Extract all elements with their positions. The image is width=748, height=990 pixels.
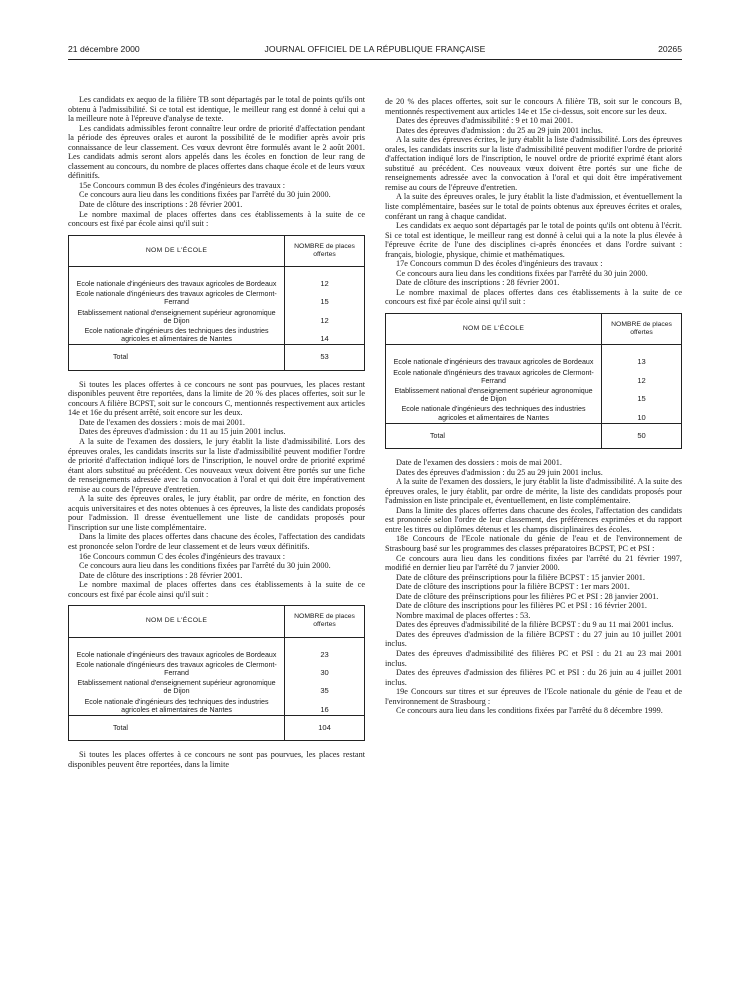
places-value: 10 (637, 412, 646, 422)
total-label: Total (69, 716, 285, 741)
paragraph: Ce concours aura lieu dans les conditions fixées par l'arrêté du 30 juin 2000. (396, 268, 648, 278)
table-row (69, 650, 365, 660)
total-value: 104 (285, 716, 365, 741)
header-title: JOURNAL OFFICIEL DE LA RÉPUBLIQUE FRANÇAISE (264, 44, 486, 54)
paragraph: Dates des épreuves d'admissibilité des filières PC et PSI : du 21 au 23 mai 2001 inclus. (385, 649, 682, 668)
column-header-number: NOMBRE de places offertes (285, 606, 365, 637)
paragraph: Si toutes les places offertes à ce concours ne sont pas pourvues, les places restant disponibles peuvent être reportées, dans la limite (68, 750, 365, 769)
paragraph: A la suite des épreuves orales, le jury établit la liste d'admission, et éventuellement la liste complémentaire, basées sur le total de points obtenus aux épreuves écrites et orales, conférant un rang à chaque candidat. (385, 192, 682, 221)
paragraph: A la suite de l'examen des dossiers, le jury établit la liste d'admissibilité. Lors des épreuves orales, les candidats inscrits sur la liste d'admissibilité peuvent modifier l'ordre de priorité d'affectation indiqué lors de l'inscription, le nouvel ordre de priorité exprimé étant alors substitué au précédent. Ces nouveaux vœux doivent être portés sur une fiche de renseignements adressée avec la convocation à l'oral et qui doit être impérativement remise au cours de l'épreuve d'entretien. (68, 436, 365, 494)
school-name: Ecole nationale d'ingénieurs des techniques des industries agricoles et alimentaires de Nantes (69, 697, 285, 716)
paragraph: Les candidats admissibles feront connaître leur ordre de priorité d'affectation pendant la période des épreuves orales et auront la possibilité de le modifier après avoir pris connaissance de leur classement. Ces vœux devront être formulés avant le 2 août 2001. Les candidats admis seront alors appelés dans les écoles en fonction de leur rang de classement au concours, du nombre de places offertes dans chaque école et de leurs vœux définitifs. (68, 123, 365, 181)
paragraph: Date de clôture des inscriptions pour la filière BCPST : 1er mars 2001. (396, 582, 630, 592)
places-table-c (68, 605, 365, 741)
paragraph: Les candidats ex aequo sont départagés par le total de points qu'ils ont obtenu à l'écrit. Si ce total est identique, le meilleur rang est donné à celui qui a la note la plus élevée à l'épreuve écrite de l'une des disciplines ci-après énoncées et dans l'ordre suivant : français, biologie, physique, chimie et mathématiques. (385, 221, 682, 259)
page-header (68, 44, 682, 58)
paragraph: A la suite des épreuves écrites, le jury établit la liste d'admissibilité. Lors des épreuves orales, les candidats inscrits sur la liste d'admissibilité peuvent modifier l'ordre de priorité d'affectation indiqué lors de l'inscription, le nouvel ordre de priorité exprimé étant alors substitué au précédent. Ces nouveaux vœux doivent être portés sur une fiche de renseignements adressée avec la convocation à l'oral et qui doit être impérativement remise au cours de l'épreuve d'entretien. (385, 135, 682, 192)
paragraph: Le nombre maximal de places offertes dans ces établissements à la suite de ce concours est fixé par école ainsi qu'il suit : (385, 287, 682, 307)
total-row (69, 345, 365, 370)
table-row (386, 357, 682, 367)
school-name: Etablissement national d'enseignement supérieur agronomique de Dijon (69, 308, 285, 326)
paragraph: A la suite de l'examen des dossiers, le jury établit la liste d'admissibilité. A la suite des épreuves orales, le jury établit, par ordre de mérite, la liste des candidats proposés pour l'admission en liste principale et, éventuellement, en liste complémentaire. (385, 477, 682, 506)
table-row (69, 308, 365, 326)
school-name: Ecole nationale d'ingénieurs des travaux agricoles de Clermont-Ferrand (386, 368, 602, 386)
places-value: 15 (637, 394, 646, 404)
table-row (386, 386, 682, 404)
paragraph: de 20 % des places offertes, soit sur le concours A filière TB, soit sur le concours B, mentionnés respectivement aux articles 14e et 15e ci-dessus, soit encore sur les deux. (385, 97, 682, 116)
places-value: 14 (320, 334, 329, 344)
paragraph: Date de clôture des inscriptions : 28 février 2001. (396, 278, 560, 288)
places-table-d (385, 313, 682, 449)
places-value: 13 (637, 357, 646, 367)
places-value: 23 (320, 649, 329, 659)
column-header-name: NOM DE L'ÉCOLE (386, 314, 602, 345)
column-header-name: NOM DE L'ÉCOLE (69, 235, 285, 266)
paragraph: Les candidats ex aequo de la filière TB sont départagés par le total de points qu'ils ont obtenu à l'admissibilité. Si ce total est identique, le meilleur rang est donné à celui qui a la meilleure note à l'épreuve d'analyse de texte. (68, 95, 365, 124)
section-heading: 15e Concours commun B des écoles d'ingénieurs des travaux : (79, 180, 286, 190)
school-name: Ecole nationale d'ingénieurs des travaux agricoles de Clermont-Ferrand (69, 660, 285, 678)
school-name: Ecole nationale d'ingénieurs des travaux agricoles de Bordeaux (69, 650, 285, 660)
total-value: 53 (285, 345, 365, 370)
table-row (69, 289, 365, 307)
total-value: 50 (602, 423, 682, 448)
paragraph: Le nombre maximal de places offertes dans ces établissements à la suite de ce concours est fixé par école ainsi qu'il suit : (68, 580, 365, 599)
places-table-b (68, 235, 365, 371)
paragraph: Dates des épreuves d'admissibilité : 9 et 10 mai 2001. (396, 116, 573, 126)
places-value: 12 (637, 375, 646, 385)
school-name: Ecole nationale d'ingénieurs des techniques des industries agricoles et alimentaires de Nantes (386, 404, 602, 423)
school-name: Ecole nationale d'ingénieurs des travaux agricoles de Clermont-Ferrand (69, 289, 285, 307)
right-column (385, 97, 682, 716)
school-name: Etablissement national d'enseignement supérieur agronomique de Dijon (386, 386, 602, 404)
school-name: Ecole nationale d'ingénieurs des travaux agricoles de Bordeaux (386, 357, 602, 367)
header-date: 21 décembre 2000 (68, 44, 140, 54)
column-header-number: NOMBRE de places offertes (285, 235, 365, 266)
paragraph: Le nombre maximal de places offertes dans ces établissements à la suite de ce concours est fixé par école ainsi qu'il suit : (68, 209, 365, 229)
school-name: Ecole nationale d'ingénieurs des travaux agricoles de Bordeaux (69, 279, 285, 289)
table-row (69, 279, 365, 289)
paragraph: Dates des épreuves d'admission des filières PC et PSI : du 26 juin au 4 juillet 2001 inclus. (385, 668, 682, 687)
paragraph: Date de l'examen des dossiers : mois de mai 2001. (396, 458, 562, 468)
total-label: Total (386, 423, 602, 448)
paragraph: Date de clôture des inscriptions pour les filières PC et PSI : 16 février 2001. (396, 601, 647, 611)
table-row (69, 678, 365, 696)
school-name: Ecole nationale d'ingénieurs des techniques des industries agricoles et alimentaires de Nantes (69, 326, 285, 345)
header-page-number: 20265 (658, 44, 682, 54)
column-header-number: NOMBRE de places offertes (602, 314, 682, 345)
places-value: 30 (320, 668, 329, 678)
paragraph: Si toutes les places offertes à ce concours ne sont pas pourvues, les places restant disponibles peuvent être reportées, dans la limite de 20 % des places offertes, soit sur le concours A filière BCPST, soit sur le concours C, mentionnés respectivement aux articles 14e et 16e du présent arrêté, soit encore sur les deux. (68, 379, 365, 418)
total-row (386, 423, 682, 448)
paragraph: A la suite des épreuves orales, le jury établit, par ordre de mérite, en fonction des acquis universitaires et des notes obtenues à ces épreuves, la liste des candidats proposés pour l'admission. Il dresse éventuellement une liste de candidats proposés pour l'inscription sur une liste complémentaire. (68, 494, 365, 532)
paragraph: Ce concours aura lieu dans les conditions fixées par l'arrêté du 21 février 1997, modifié en dernier lieu par l'arrêté du 7 janvier 2000. (385, 553, 682, 573)
paragraph: Dates des épreuves d'admissibilité de la filière BCPST : du 9 au 11 mai 2001 inclus. (396, 620, 674, 630)
total-label: Total (69, 345, 285, 370)
places-value: 35 (320, 686, 329, 696)
paragraph: Date de clôture des préinscriptions pour les filières PC et PSI : 28 janvier 2001. (396, 591, 659, 601)
total-row (69, 716, 365, 741)
table-row (69, 326, 365, 345)
paragraph: Date de clôture des préinscriptions pour la filière BCPST : 15 janvier 2001. (396, 572, 645, 582)
table-row (386, 404, 682, 423)
paragraph: Date de l'examen des dossiers : mois de mai 2001. (79, 417, 245, 427)
table-row (386, 368, 682, 386)
paragraph: Dates des épreuves d'admission : du 25 au 29 juin 2001 inclus. (396, 125, 603, 135)
paragraph: Dates des épreuves d'admission : du 11 au 15 juin 2001 inclus. (79, 427, 286, 437)
paragraph: Ce concours aura lieu dans les conditions fixées par l'arrêté du 30 juin 2000. (79, 190, 331, 200)
places-value: 15 (320, 297, 329, 307)
section-heading: 16e Concours commun C des écoles d'ingénieurs des travaux : (79, 551, 286, 561)
section-heading: 17e Concours commun D des écoles d'ingénieurs des travaux : (396, 259, 603, 269)
paragraph: Ce concours aura lieu dans les conditions fixées par l'arrêté du 30 juin 2000. (79, 561, 331, 571)
table-row (69, 660, 365, 678)
table-row (69, 697, 365, 716)
section-heading: 18e Concours de l'Ecole nationale du génie de l'eau et de l'environnement de Strasbourg basé sur les programmes des classes préparatoires BCPST, PC et PSI : (385, 534, 682, 553)
paragraph: Dans la limite des places offertes dans chacune des écoles, l'affectation des candidats est prononcée selon l'ordre de leur classement, des préférences exprimées et du rapport entre les titres ou diplômes détenus et les champs disciplinaires des écoles. (385, 505, 682, 534)
section-heading: 19e Concours sur titres et sur épreuves de l'Ecole nationale du génie de l'eau et de l'environnement de Strasbourg : (385, 687, 682, 706)
paragraph: Date de clôture des inscriptions : 28 février 2001. (79, 570, 243, 580)
left-column (68, 95, 365, 769)
paragraph: Dans la limite des places offertes dans chacune des écoles, l'affectation des candidats est prononcée selon l'ordre de leur classement et de leurs vœux définitifs. (68, 532, 365, 551)
header-rule (68, 59, 682, 60)
paragraph: Dates des épreuves d'admission de la filière BCPST : du 27 juin au 10 juillet 2001 inclus. (385, 629, 682, 649)
paragraph: Ce concours aura lieu dans les conditions fixées par l'arrêté du 8 décembre 1999. (396, 706, 663, 716)
paragraph: Date de clôture des inscriptions : 28 février 2001. (79, 200, 243, 210)
school-name: Etablissement national d'enseignement supérieur agronomique de Dijon (69, 678, 285, 696)
paragraph: Dates des épreuves d'admission : du 25 au 29 juin 2001 inclus. (396, 467, 603, 477)
places-value: 16 (320, 704, 329, 714)
places-value: 12 (320, 315, 329, 325)
column-header-name: NOM DE L'ÉCOLE (69, 606, 285, 637)
paragraph: Nombre maximal de places offertes : 53. (396, 610, 531, 620)
places-value: 12 (320, 279, 329, 289)
